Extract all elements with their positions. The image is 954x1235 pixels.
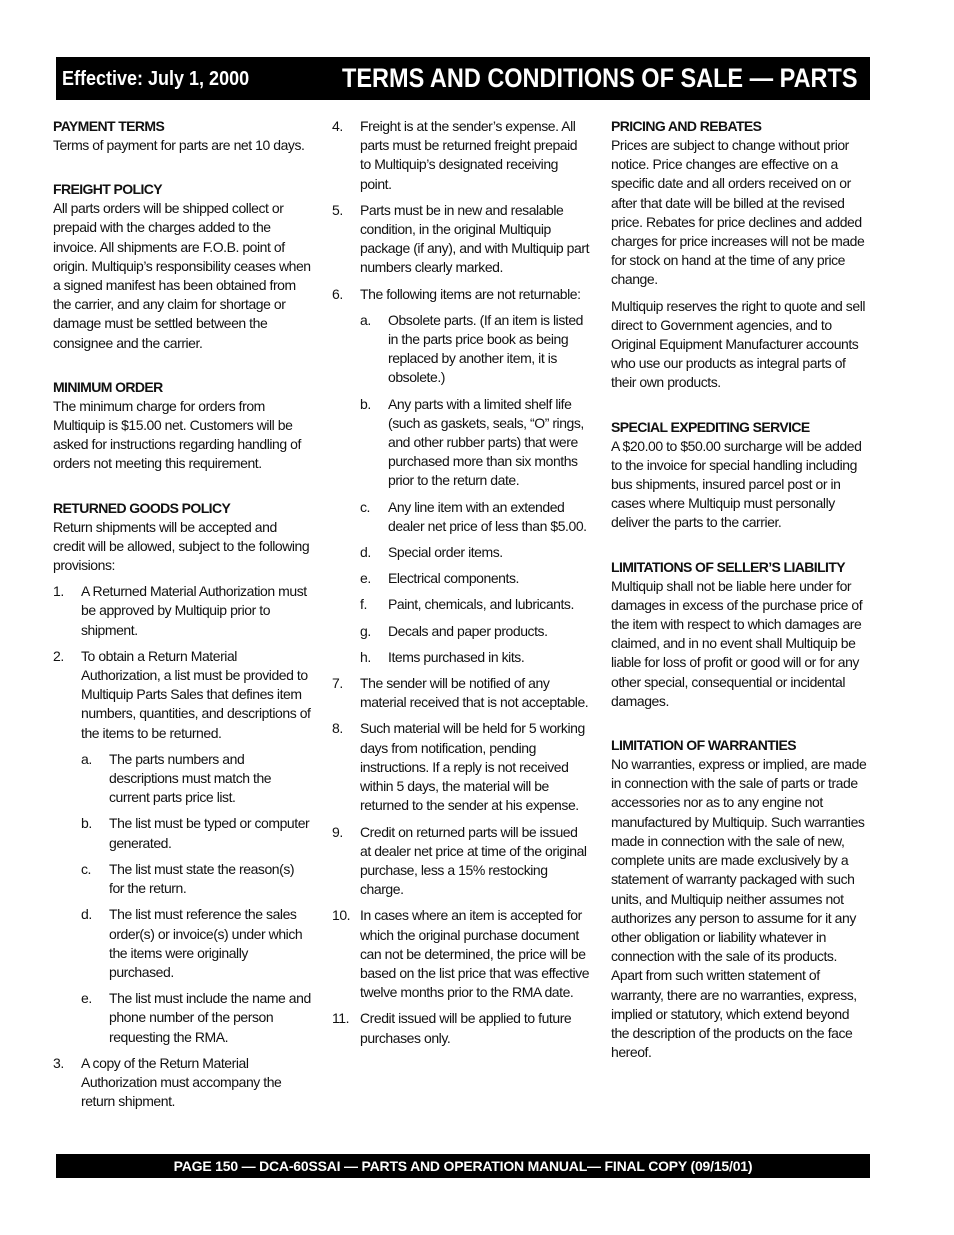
expediting-section	[611, 418, 869, 533]
minimum-order-text: The minimum charge for orders from Multiquip is $15.00 net. Customers will be asked for instructions regarding handling of orders not meeting this requirement.	[53, 397, 301, 472]
list-item	[332, 117, 591, 194]
list-item	[332, 285, 591, 304]
sub-item-text: Special order items.	[388, 544, 503, 561]
expediting-text: A $20.00 to $50.00 surcharge will be added to the invoice for special handling including bus shipments, insured parcel post or in cases where Multiquip must personally deliver the parts to the carrier.	[611, 437, 862, 531]
sub-item-letter: b.	[81, 815, 92, 832]
sub-item-letter: d.	[81, 906, 92, 923]
sub-list-item	[81, 905, 311, 982]
list-item-number: 4.	[332, 118, 343, 134]
warranty-section	[611, 736, 869, 1062]
sub-item-letter: a.	[360, 311, 371, 328]
sub-item-text: The parts numbers and descriptions must match the current parts price list.	[109, 750, 272, 806]
sub-list-item	[360, 498, 591, 536]
liability-heading: LIMITATIONS OF SELLER’S LIABILITY	[611, 558, 846, 575]
sub-item-letter: c.	[360, 498, 370, 515]
sub-item-letter: c.	[81, 860, 91, 877]
list-item-number: 1.	[53, 583, 64, 600]
payment-terms-text: Terms of payment for parts are net 10 days.	[53, 137, 305, 153]
list-item	[53, 647, 311, 743]
warranty-heading: LIMITATION OF WARRANTIES	[611, 737, 796, 754]
sub-item-text: Any line item with an extended dealer net price of less than $5.00.	[388, 498, 587, 534]
list-item-text: To obtain a Return Material Authorization, a list must be provided to Multiquip Parts Sales that defines item numbers, quantities, and descriptions of the items to be returned.	[81, 647, 311, 741]
pricing-government-text: Multiquip reserves the right to quote and sell direct to Government agencies, and to Original Equipment Manufacturer accounts who use our products as integral parts of their own products.	[611, 297, 866, 391]
effective-date: Effective: July 1, 2000	[62, 68, 250, 90]
list-item-number: 9.	[332, 823, 343, 840]
list-item-number: 10.	[332, 907, 351, 924]
list-item-number: 5.	[332, 201, 343, 218]
list-item	[332, 823, 591, 900]
page-title: TERMS AND CONDITIONS OF SALE — PARTS	[342, 63, 858, 93]
payment-terms-section	[53, 117, 311, 155]
freight-policy-text: All parts orders will be shipped collect or prepaid with the charges added to the invoice. All shipments are F.O.B. point of origin. Multiquip’s responsibility ceases when a signed manifest has been obtained from the carrier, and any claim for shortage or damage must be settled between the consignee and the carrier.	[53, 200, 311, 351]
list-item-text: Such material will be held for 5 working days from notification, pending instructions. If a reply is not received within 5 days, the material will be returned to the sender at his expense.	[360, 720, 585, 814]
sub-item-text: The list must reference the sales order(s) or invoice(s) under which the items were originally purchased.	[109, 906, 303, 980]
warranty-text: No warranties, express or implied, are made in connection with the sale of parts or trade accessories nor as to any engine not manufactured by Multiquip. Such warranties made in connection with the sale of new, complete units are made exclusively by a statement of warranty packaged with such units, and Multiquip neither assumes not authorizes any person to assume for it any other obligation or liability whatever in connection with the sale of its products. Apart from such written statement of warranty, there are no warranties, express, implied or statutory, which extend beyond the description of the products on the face hereof.	[611, 756, 867, 1061]
sub-list-item	[360, 395, 591, 491]
returned-goods-text: Return shipments will be accepted and credit will be allowed, subject to the following provisions:	[53, 518, 310, 574]
freight-policy-section	[53, 180, 311, 353]
liability-section	[611, 558, 869, 711]
list-item-text: A Returned Material Authorization must be approved by Multiquip prior to shipment.	[81, 583, 307, 638]
sub-list-item	[360, 595, 591, 614]
sub-item-text: Decals and paper products.	[388, 622, 548, 639]
sub-list-item	[360, 569, 591, 588]
sub-item-text: The list must be typed or computer generated.	[109, 815, 310, 851]
list-item-text: A copy of the Return Material Authorization must accompany the return shipment.	[81, 1054, 282, 1110]
list-item-text: Freight is at the sender’s expense. All parts must be returned freight prepaid to Multiquip’s designated receiving point.	[360, 118, 578, 192]
returned-goods-heading: RETURNED GOODS POLICY	[53, 499, 231, 516]
list-item-text: In cases where an item is accepted for which the original purchase document can not be determined, the price will be based on the list price that was effective twelve months prior to the RMA date.	[360, 907, 590, 1001]
column-middle	[332, 117, 591, 1055]
list-item-text: Parts must be in new and resalable condition, in the original Multiquip package (if any), and with Multiquip part numbers clearly marked.	[360, 201, 590, 276]
list-item-number: 6.	[332, 285, 343, 302]
pricing-text: Prices are subject to change without prior notice. Price changes are effective on a specific date and all orders received on or after that date will be billed at the revised price. Rebates for price declines and added charges for price increases will not be made for stock on hand at the time of any price change.	[611, 137, 865, 288]
sub-list-item	[81, 989, 311, 1047]
sub-item-text: Items purchased in kits.	[388, 648, 525, 665]
sub-item-letter: e.	[81, 990, 92, 1007]
sub-item-letter: d.	[360, 544, 371, 561]
list-item-number: 2.	[53, 647, 64, 664]
list-item-number: 8.	[332, 720, 343, 737]
sub-list-item	[81, 860, 311, 898]
minimum-order-heading: MINIMUM ORDER	[53, 378, 163, 395]
list-item	[332, 719, 591, 815]
sub-item-text: Any parts with a limited shelf life (such as gaskets, seals, “O” rings, and other rubber parts) that were purchased more than six months prior to the return date.	[388, 395, 584, 489]
pricing-heading: PRICING AND REBATES	[611, 118, 762, 134]
column-right	[611, 117, 869, 1062]
list-item-text: The following items are not returnable:	[360, 285, 581, 302]
sub-item-text: The list must include the name and phone number of the person requesting the RMA.	[109, 990, 311, 1045]
list-item-number: 11.	[332, 1010, 350, 1027]
list-item	[332, 1009, 591, 1047]
list-item-number: 3.	[53, 1054, 64, 1071]
list-item-text: Credit issued will be applied to future purchases only.	[360, 1010, 572, 1046]
sub-item-letter: e.	[360, 570, 371, 587]
list-item	[53, 1054, 311, 1112]
expediting-heading: SPECIAL EXPEDITING SERVICE	[611, 418, 810, 435]
list-item	[332, 674, 591, 712]
sub-item-letter: a.	[81, 750, 92, 767]
sub-list-item	[360, 311, 591, 388]
list-item	[53, 582, 311, 640]
page-header	[56, 57, 870, 100]
page-footer: PAGE 150 — DCA-60SSAI — PARTS AND OPERATION MANUAL— FINAL COPY (09/15/01)	[56, 1154, 870, 1178]
list-item-number: 7.	[332, 675, 343, 692]
sub-item-letter: b.	[360, 395, 371, 412]
minimum-order-section	[53, 378, 311, 474]
sub-item-text: The list must state the reason(s) for the return.	[109, 860, 295, 897]
sub-item-text: Obsolete parts. (If an item is listed in the parts price book as being replaced by another item, it is obsolete.)	[388, 311, 583, 386]
sub-list-item	[360, 543, 591, 562]
column-left	[53, 117, 311, 1118]
freight-policy-heading: FREIGHT POLICY	[53, 181, 163, 198]
sub-list-item	[81, 750, 311, 808]
sub-list-item	[360, 622, 591, 641]
sub-item-letter: f.	[360, 596, 367, 613]
sub-item-text: Electrical components.	[388, 570, 519, 587]
pricing-section	[611, 117, 869, 393]
list-item	[332, 906, 591, 1002]
list-item-text: The sender will be notified of any material received that is not acceptable.	[360, 675, 589, 711]
sub-item-text: Paint, chemicals, and lubricants.	[388, 596, 574, 613]
sub-item-letter: g.	[360, 622, 371, 639]
sub-list-item	[81, 814, 311, 852]
sub-list-item	[360, 648, 591, 667]
sub-item-letter: h.	[360, 648, 371, 665]
liability-text: Multiquip shall not be liable here under for damages in excess of the purchase price of the item with respect to which damages are claimed, and in no event shall Multiquip be liable for loss of profit or good will or for any other special, consequential or incidental damages.	[611, 577, 863, 709]
list-item	[332, 201, 591, 278]
payment-terms-heading: PAYMENT TERMS	[53, 118, 165, 134]
list-item-text: Credit on returned parts will be issued at dealer net price at time of the original purchase, less a 15% restocking charge.	[360, 823, 587, 898]
returned-goods-section	[53, 499, 311, 1112]
